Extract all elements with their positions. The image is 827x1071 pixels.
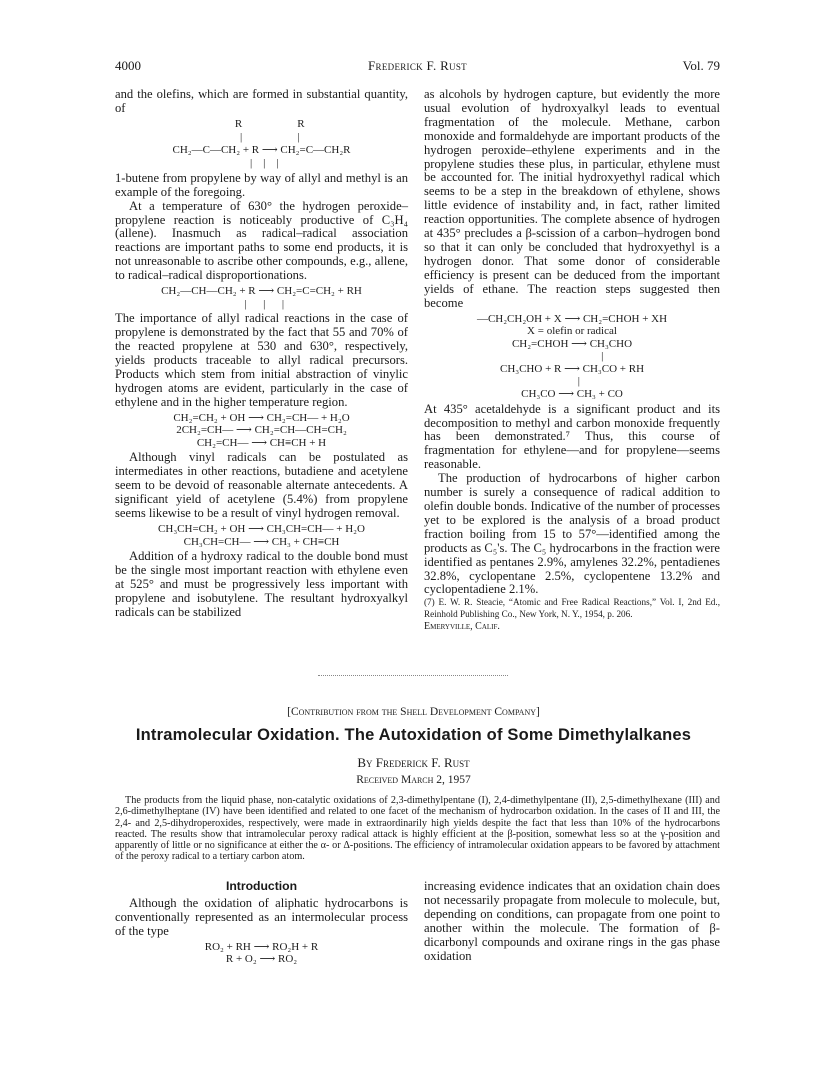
paragraph: At a temperature of 630° the hydrogen peroxide–propylene reaction is noticeably productive of C₃H₄ (allene). Inasmuch as radical–radical association reactions are important paths to some end products, it is not unreasonable to ascribe other compounds, e.g., allene, to radical–radical disproportionations.: [115, 198, 408, 283]
byline: By Frederick F. Rust: [357, 755, 470, 770]
right-column: [424, 88, 720, 632]
paragraph: At 435° acetaldehyde is a significant product and its decomposition to methyl and carbon monoxide frequently has been demonstrated.⁷ Thus, this course of fragmentation for ethylene—and for propylene—seems reasonable.: [424, 401, 720, 472]
running-author: Frederick F. Rust: [368, 58, 467, 73]
page-number: 4000: [115, 58, 141, 73]
equation: CH₃CH=CH₂ + OH ⟶ CH₃CH=CH— + H₂O CH₃CH=CH— ⟶ CH₃ + CH≡CH: [158, 522, 365, 548]
intro-right-column: [424, 880, 720, 963]
equation: CH₂=CH₂ + OH ⟶ CH₂=CH— + H₂O 2CH₂=CH— ⟶ CH₂=CH—CH=CH₂ CH₂=CH— ⟶ CH≡CH + H: [173, 411, 350, 449]
paragraph: increasing evidence indicates that an oxidation chain does not necessarily propagate from molecule to molecule, but, depending on conditions, can propagate from one point to another within the molecule. The formation of β-dicarbonyl compounds and oxirane rings in the gas phase oxidation: [424, 879, 720, 963]
paragraph: and the olefins, which are formed in substantial quantity, of: [115, 87, 408, 115]
equation: R R | | CH₂—C—CH₂ + R ⟶ CH₂=C—CH₂R | | |: [172, 117, 351, 169]
paragraph: Although the oxidation of aliphatic hydrocarbons is conventionally represented as an intermolecular process of the type: [115, 895, 408, 938]
paragraph: 1-butene from propylene by way of allyl and methyl is an example of the foregoing.: [115, 170, 408, 199]
paragraph: Although vinyl radicals can be postulated as intermediates in other reactions, butadiene and acetylene seem to be devoid of reasonable alternate antecedents. A significant yield of acetylene (5.4%) from propylene seems likewise to be a result of vinyl hydrogen removal.: [115, 450, 408, 520]
received-date: Received March 2, 1957: [356, 774, 471, 786]
equation: —CH₂CH₂OH + X ⟶ CH₂=CHOH + XH X = olefin or radical CH₂=CHOH ⟶ CH₃CHO | CH₃CHO + R ⟶ CH₃CO + RH | CH₃CO ⟶ CH₃ + CO: [476, 312, 668, 401]
paragraph: as alcohols by hydrogen capture, but evidently the more usual evolution of hydroxyalkyl leads to eventual fragmentation of the molecule. Methane, carbon monoxide and formaldehyde are important products of the hydrogen peroxide–ethylene experiments and in the propylene studies these plus, in particular, ethylene must be accounted for. The initial hydroxyethyl radical which seems to be a step in the breakdown of ethylene, shows little evidence of instability and, in fact, rather limited reaction opportunities. The complete absence of hydrogen at 435° precludes a β-scission of a carbon–hydrogen bond so that it can only be concluded that hydroxyethyl is a hydrogen donor. That some donor of considerable efficiency is present can be deduced from the important yields of ethane. The reaction steps suggested then become: [424, 87, 720, 310]
paragraph: The production of hydrocarbons of higher carbon number is surely a consequence of radical addition to olefin double bonds. Indicative of the number of processes yet to be explored is the analysis of a broad product fraction boiling from 15 to 57°—identified among the products as C₅'s. The C₅ hydrocarbons in the fraction were identified as pentanes 2.9%, amylenes 32.2%, pentadienes 32.8%, cyclopentane 2.5%, cyclopentene 13.2% and cyclopentadiene 2.1%.: [424, 471, 720, 597]
footnote: (7) E. W. R. Steacie, “Atomic and Free Radical Reactions,” Vol. I, 2nd Ed., Reinhold Publishing Co., New York, N. Y., 1954, p. 206.: [424, 597, 720, 619]
equation: CH₂—CH—CH₂ + R ⟶ CH₂=C=CH₂ + RH | | |: [161, 285, 362, 310]
running-header: [115, 58, 720, 76]
paragraph: Addition of a hydroxy radical to the double bond must be the single most important reaction with ethylene even at 525° and must be progressively less important with propylene and isobutylene. The resultant hydroxyalkyl radicals can be stabilized: [115, 549, 408, 619]
abstract: The products from the liquid phase, non-catalytic oxidations of 2,3-dimethylpentane (I), 2,4-dimethylpentane (II), 2,5-dimethylhexane (III) and 2,6-dimethylheptane (IV) have been identified and related to one facet of the mechanism of hydrocarbon oxidation. In the cases of II and III, the 2,4- and 2,5-dihydroperoxides, respectively, were made in extraordinarily high yields despite the fact that less than 10% of the hydrocarbons reacted. The results show that intramolecular peroxy radical attack is highly efficient at the β-position, somewhat less so at the γ-position and apparently of little or no significance at either the α- or Δ-positions. The efficiency of intramolecular oxidation appears to be favored by attachment of the peroxy radical to a tertiary carbon atom.: [115, 795, 720, 863]
equation: RO₂ + RH ⟶ RO₂H + R R + O₂ ⟶ RO₂: [204, 940, 319, 966]
paragraph: The importance of allyl radical reactions in the case of propylene is demonstrated by the fact that 55 and 70% of the reacted propylene at 530 and 630°, respectively, yields products traceable to allyl radical precursors. Products which stem from initial abstraction of vinylic hydrogen atoms are evident, particularly in the case of ethylene and in the higher temperature region.: [115, 311, 408, 409]
contribution-note: [Contribution from the Shell Development Company]: [287, 706, 540, 718]
section-divider: [318, 675, 508, 676]
section-heading: Introduction: [225, 879, 298, 893]
left-column: [115, 88, 408, 620]
location: Emeryville, Calif.: [424, 620, 500, 632]
intro-left-column: [115, 880, 408, 968]
volume-number: Vol. 79: [682, 58, 720, 73]
article-title: Intramolecular Oxidation. The Autoxidation of Some Dimethylalkanes: [135, 726, 692, 744]
